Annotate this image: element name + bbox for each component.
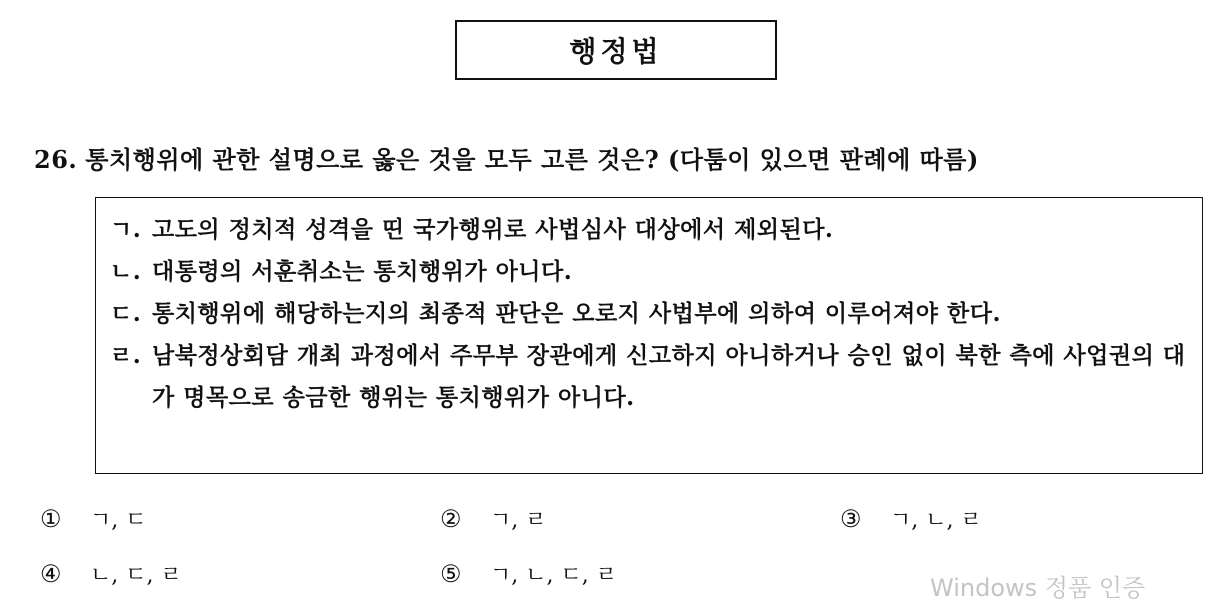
choice-2[interactable] [440,503,547,534]
statement-text: 남북정상회담 개최 과정에서 주무부 장관에게 신고하지 아니하거나 승인 없이 북한 측에 사업권의 대가 명목으로 송금한 행위는 통치행위가 아니다. [152,342,1186,411]
question-text: 통치행위에 관한 설명으로 옳은 것을 모두 고른 것은? (다툼이 있으면 판례에 따름) [85,145,979,174]
choice-number: ① [40,505,62,533]
statement-marker: ㄷ. [110,300,142,327]
statement-item [110,209,1188,251]
choice-number: ④ [40,560,62,588]
statement-box [95,197,1203,474]
windows-activation-watermark: Windows 정품 인증 [930,574,1146,602]
question-number: 26. [34,145,78,174]
question-stem [34,140,1204,175]
choice-1[interactable] [40,503,147,534]
statement-marker: ㄴ. [110,258,142,285]
choice-text: ㄱ, ㄷ [90,508,147,533]
choice-text: ㄴ, ㄷ, ㄹ [90,563,182,588]
choice-text: ㄱ, ㄴ, ㄹ [890,508,982,533]
statement-marker: ㄹ. [110,342,142,369]
subject-title [455,20,777,80]
choice-number: ② [440,505,462,533]
choice-number: ⑤ [440,560,462,588]
choices-row-1 [40,503,1200,537]
choice-4[interactable] [40,558,182,589]
statement-item [110,335,1188,419]
statement-text: 고도의 정치적 성격을 띤 국가행위로 사법심사 대상에서 제외된다. [152,216,834,243]
statement-text: 통치행위에 해당하는지의 최종적 판단은 오로지 사법부에 의하여 이루어져야 한다. [152,300,1001,327]
statement-item [110,293,1188,335]
subject-title-text: 행정법 [569,35,663,68]
choice-5[interactable] [440,558,617,589]
statement-item [110,251,1188,293]
choice-text: ㄱ, ㄹ [490,508,547,533]
statement-marker: ㄱ. [110,216,142,243]
choice-text: ㄱ, ㄴ, ㄷ, ㄹ [490,563,617,588]
choice-number: ③ [840,505,862,533]
choice-3[interactable] [840,503,982,534]
statement-text: 대통령의 서훈취소는 통치행위가 아니다. [152,258,573,285]
